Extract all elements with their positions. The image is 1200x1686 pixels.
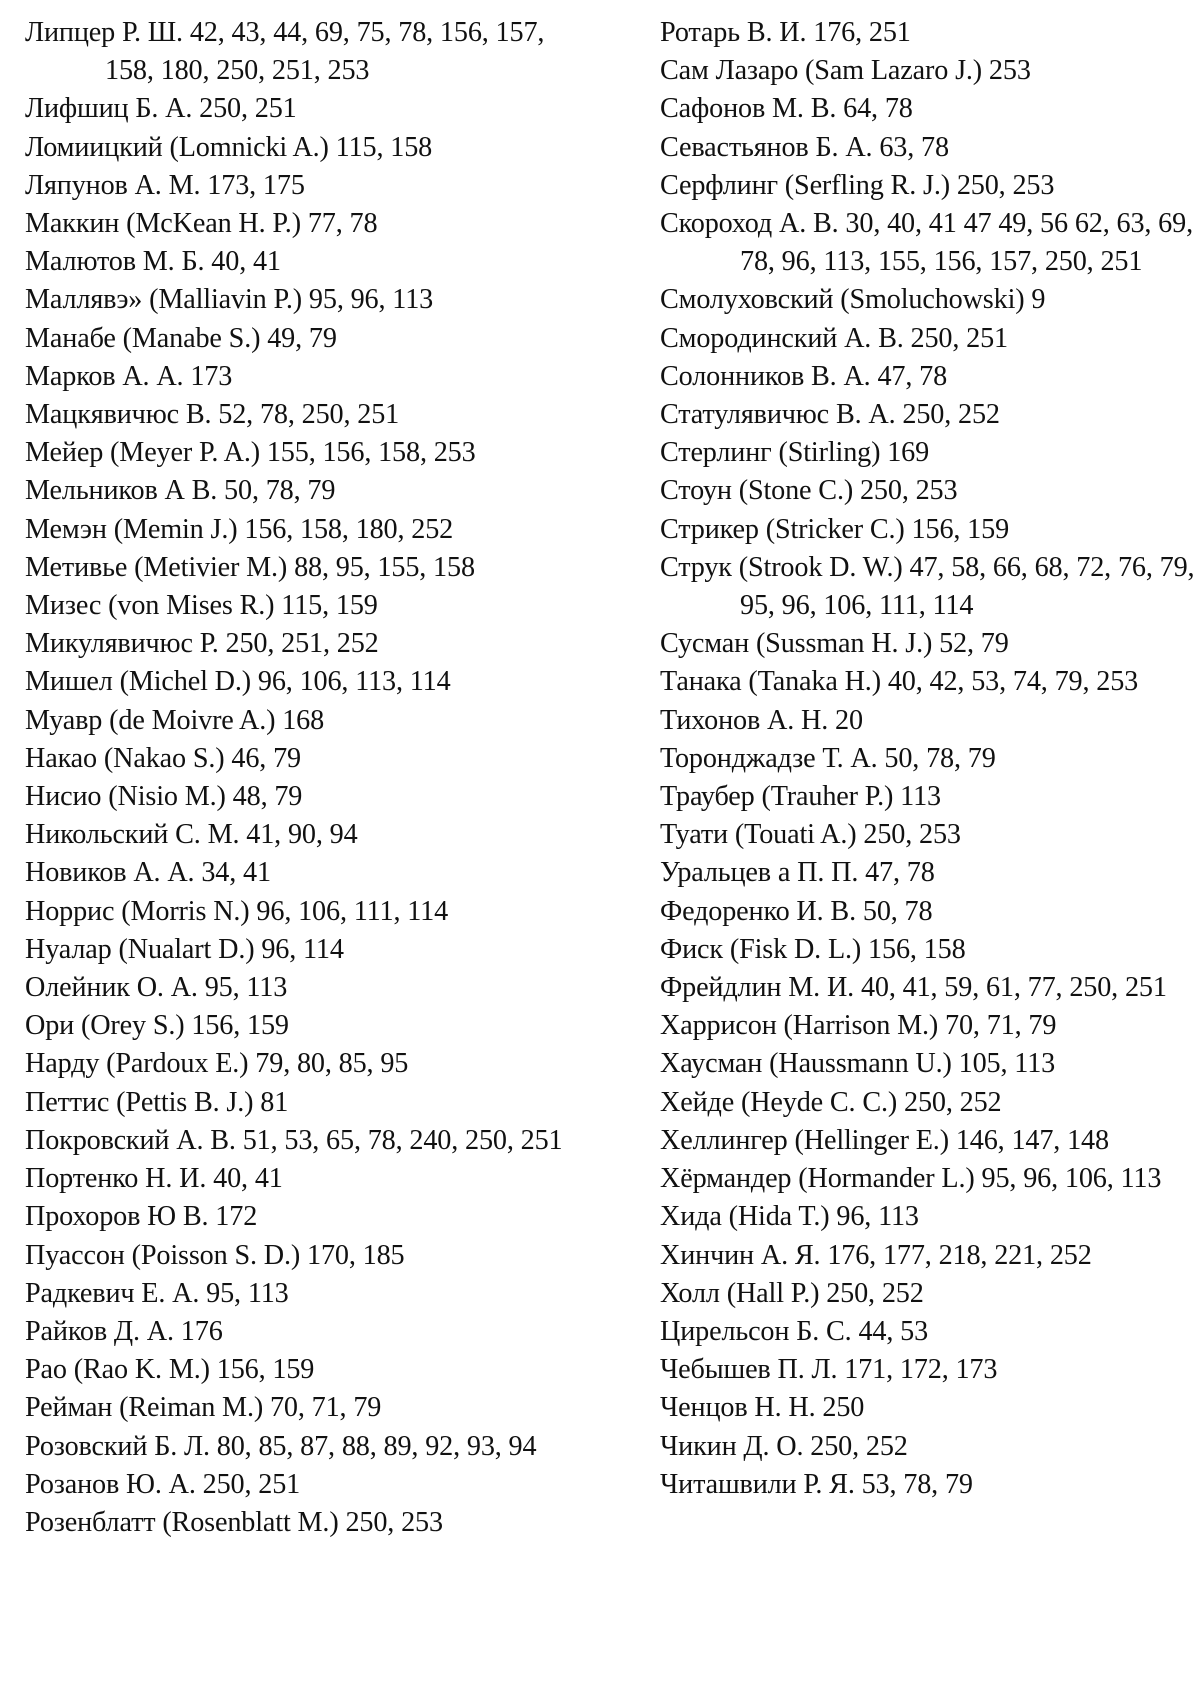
index-entry: Ляпунов А. М. 173, 175 — [25, 169, 305, 201]
index-entry: Портенко Н. И. 40, 41 — [25, 1163, 283, 1195]
index-entry: Марков А. А. 173 — [25, 360, 233, 392]
index-entry: Смородинский А. В. 250, 251 — [660, 322, 1008, 354]
index-entry: Олейник О. А. 95, 113 — [25, 972, 288, 1004]
index-entry: Статулявичюс В. А. 250, 252 — [660, 399, 1000, 431]
index-entry: Маллявэ» (Malliavin P.) 95, 96, 113 — [25, 284, 434, 316]
index-entry: Ченцов Н. Н. 250 — [660, 1392, 865, 1424]
index-entry: Хаусман (Haussmann U.) 105, 113 — [660, 1048, 1056, 1080]
index-column-left — [25, 14, 585, 1542]
index-entry: Мельников А В. 50, 78, 79 — [25, 475, 336, 507]
index-entry: Хида (Hida T.) 96, 113 — [660, 1201, 919, 1233]
index-entry: Харрисон (Harrison M.) 70, 71, 79 — [660, 1010, 1057, 1042]
index-entry: Норрис (Morris N.) 96, 106, 111, 114 — [25, 895, 449, 927]
index-entry: Прохоров Ю В. 172 — [25, 1201, 258, 1233]
index-entry: Розовский Б. Л. 80, 85, 87, 88, 89, 92, 93, 94 — [25, 1430, 537, 1462]
index-entry: Петтис (Pettis B. J.) 81 — [25, 1086, 289, 1118]
index-entry: Нисио (Nisio M.) 48, 79 — [25, 781, 303, 813]
index-entry: Райков Д. А. 176 — [25, 1315, 223, 1347]
index-entry: Солонников В. А. 47, 78 — [660, 360, 948, 392]
index-entry: Накао (Nakao S.) 46, 79 — [25, 742, 301, 774]
index-entry: Рао (Rao K. M.) 156, 159 — [25, 1354, 315, 1386]
index-entry: Розенблатт (Rosenblatt M.) 250, 253 — [25, 1506, 443, 1538]
index-entry: Туати (Touati A.) 250, 253 — [660, 819, 961, 851]
index-entry: Пуассон (Poisson S. D.) 170, 185 — [25, 1239, 405, 1271]
index-entry: Стоун (Stone C.) 250, 253 — [660, 475, 958, 507]
index-entry: Сусман (Sussman H. J.) 52, 79 — [660, 628, 1009, 660]
index-entry: Метивье (Metivier M.) 88, 95, 155, 158 — [25, 551, 475, 583]
index-entry: Муавр (de Moivre A.) 168 — [25, 704, 325, 736]
index-entry: Траубер (Trauher P.) 113 — [660, 781, 941, 813]
index-entry: Манабе (Manabe S.) 49, 79 — [25, 322, 337, 354]
index-entry: Сам Лазаро (Sam Lazaro J.) 253 — [660, 55, 1031, 87]
index-entry: Мемэн (Memin J.) 156, 158, 180, 252 — [25, 513, 454, 545]
index-entry: Мацкявичюс В. 52, 78, 250, 251 — [25, 399, 400, 431]
index-entry: Цирельсон Б. С. 44, 53 — [660, 1315, 929, 1347]
index-entry: Покровский А. В. 51, 53, 65, 78, 240, 250, 251 — [25, 1124, 563, 1156]
index-entry: Струк (Strook D. W.) 47, 58, 66, 68, 72, 76, 79, 95, 96, 106, 111, 114 — [660, 551, 1195, 622]
index-entry: Скороход А. В. 30, 40, 41 47 49, 56 62, 63, 69, 78, 96, 113, 155, 156, 157, 250, 251 — [660, 208, 1193, 278]
index-entry: Маккин (McKean H. P.) 77, 78 — [25, 208, 378, 240]
index-entry: Розанов Ю. А. 250, 251 — [25, 1468, 301, 1500]
index-entry: Микулявичюс Р. 250, 251, 252 — [25, 628, 379, 660]
index-entry: Хейде (Heyde C. C.) 250, 252 — [660, 1086, 1002, 1118]
index-entry: Ори (Orey S.) 156, 159 — [25, 1010, 289, 1042]
index-entry: Хеллингер (Hellinger E.) 146, 147, 148 — [660, 1124, 1109, 1156]
index-entry: Мишел (Michel D.) 96, 106, 113, 114 — [25, 666, 451, 698]
index-entry: Торонджадзе Т. А. 50, 78, 79 — [660, 742, 996, 774]
index-entry: Мизес (von Mises R.) 115, 159 — [25, 590, 378, 622]
index-entry: Тихонов А. Н. 20 — [660, 704, 863, 736]
index-entry: Танака (Tanaka H.) 40, 42, 53, 74, 79, 253 — [660, 666, 1139, 698]
index-entry: Сафонов М. В. 64, 78 — [660, 93, 913, 125]
index-entry: Читашвили Р. Я. 53, 78, 79 — [660, 1468, 973, 1500]
index-entry: Малютов М. Б. 40, 41 — [25, 246, 281, 278]
index-entry: Холл (Hall P.) 250, 252 — [660, 1277, 924, 1309]
index-entry: Лифшиц Б. А. 250, 251 — [25, 93, 297, 125]
index-entry: Хёрмандер (Hormander L.) 95, 96, 106, 113 — [660, 1163, 1162, 1195]
index-entry: Нуалар (Nualart D.) 96, 114 — [25, 933, 344, 965]
index-entry: Ломиицкий (Lomnicki A.) 115, 158 — [25, 131, 433, 163]
index-entry: Смолуховский (Smoluchowski) 9 — [660, 284, 1046, 316]
index-entry: Стерлинг (Stirling) 169 — [660, 437, 930, 469]
index-entry: Севастьянов Б. А. 63, 78 — [660, 131, 949, 163]
index-entry: Федоренко И. В. 50, 78 — [660, 895, 933, 927]
index-column-right — [660, 14, 1195, 1504]
index-entry: Ротарь В. И. 176, 251 — [660, 17, 911, 48]
index-entry: Радкевич Е. А. 95, 113 — [25, 1277, 289, 1309]
index-entry: Чебышев П. Л. 171, 172, 173 — [660, 1354, 998, 1386]
index-entry: Фиск (Fisk D. L.) 156, 158 — [660, 933, 966, 965]
index-entry: Серфлинг (Serfling R. J.) 250, 253 — [660, 169, 1055, 201]
index-entry: Нарду (Pardoux E.) 79, 80, 85, 95 — [25, 1048, 409, 1080]
index-entry: Новиков А. А. 34, 41 — [25, 857, 271, 889]
index-entry: Фрейдлин М. И. 40, 41, 59, 61, 77, 250, 251 — [660, 972, 1167, 1004]
index-entry: Никольский С. М. 41, 90, 94 — [25, 819, 358, 851]
index-entry: Уральцев а П. П. 47, 78 — [660, 857, 935, 889]
index-entry: Липцер Р. Ш. 42, 43, 44, 69, 75, 78, 156, 157, 158, 180, 250, 251, 253 — [25, 17, 545, 87]
index-entry: Стрикер (Stricker C.) 156, 159 — [660, 513, 1010, 545]
index-entry: Мейер (Meyer P. A.) 155, 156, 158, 253 — [25, 437, 476, 469]
index-entry: Хинчин А. Я. 176, 177, 218, 221, 252 — [660, 1239, 1092, 1271]
index-entry: Чикин Д. О. 250, 252 — [660, 1430, 908, 1462]
index-entry: Рейман (Reiman M.) 70, 71, 79 — [25, 1392, 382, 1424]
